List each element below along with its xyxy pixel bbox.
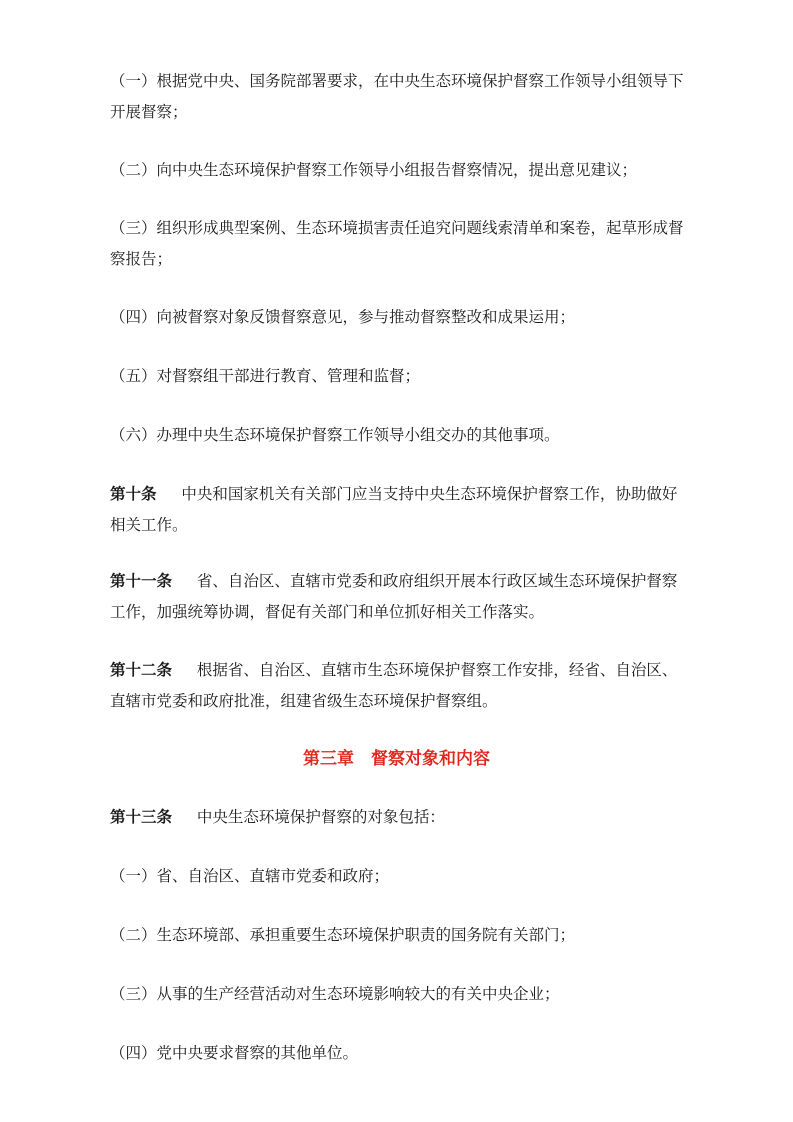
article-text: 中央生态环境保护督察的对象包括： bbox=[196, 808, 445, 826]
article-10 bbox=[110, 479, 690, 541]
list-item: （六）办理中央生态环境保护督察工作领导小组交办的其他事项。 bbox=[110, 426, 560, 444]
article-text: 中央和国家机关有关部门应当支持中央生态环境保护督察工作，协助做好相关工作。 bbox=[110, 485, 678, 534]
article-label: 第十一条 bbox=[110, 572, 173, 590]
list-item: （五）对督察组干部进行教育、管理和监督； bbox=[110, 367, 421, 385]
article-label: 第十三条 bbox=[110, 808, 173, 826]
list-item: （三）从事的生产经营活动对生态环境影响较大的有关中央企业； bbox=[110, 985, 560, 1003]
list-item: （四）党中央要求督察的其他单位。 bbox=[110, 1044, 359, 1062]
article-label: 第十二条 bbox=[110, 661, 173, 679]
list-item: （二）生态环境部、承担重要生态环境保护职责的国务院有关部门； bbox=[110, 926, 576, 944]
article-13 bbox=[110, 802, 690, 833]
list-item: （一）省、自治区、直辖市党委和政府； bbox=[110, 867, 390, 885]
article-label: 第十条 bbox=[110, 485, 157, 503]
article-11 bbox=[110, 566, 690, 628]
list-item: （二）向中央生态环境保护督察工作领导小组报告督察情况，提出意见建议； bbox=[110, 161, 638, 179]
list-item: （四）向被督察对象反馈督察意见，参与推动督察整改和成果运用； bbox=[110, 308, 576, 326]
article-text: 省、自治区、直辖市党委和政府组织开展本行政区域生态环境保护督察工作，加强统筹协调，督促有关部门和单位抓好相关工作落实。 bbox=[110, 572, 678, 621]
list-item: （一）根据党中央、国务院部署要求，在中央生态环境保护督察工作领导小组领导下开展督察； bbox=[110, 72, 684, 121]
chapter-heading: 第三章 督察对象和内容 bbox=[303, 749, 490, 769]
article-text: 根据省、自治区、直辖市生态环境保护督察工作安排，经省、自治区、直辖市党委和政府批准，组建省级生态环境保护督察组。 bbox=[110, 661, 678, 710]
article-12 bbox=[110, 655, 690, 717]
list-item: （三）组织形成典型案例、生态环境损害责任追究问题线索清单和案卷，起草形成督察报告； bbox=[110, 219, 684, 268]
